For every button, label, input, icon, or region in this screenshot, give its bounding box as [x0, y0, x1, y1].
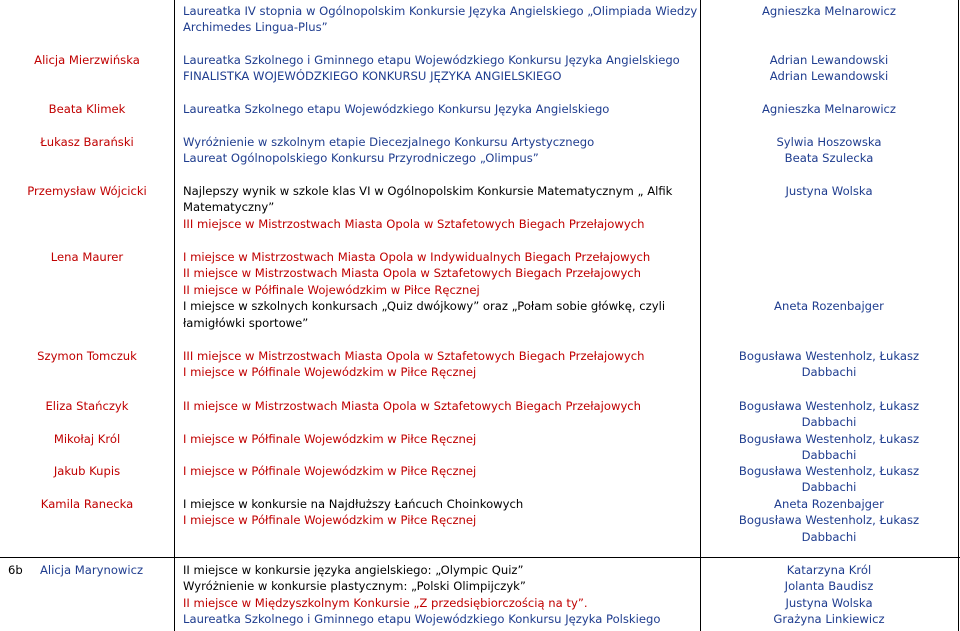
column-divider	[958, 0, 959, 631]
teacher-name: Dabbachi	[801, 448, 857, 463]
achievement-line: FINALISTKA WOJEWÓDZKIEGO KONKURSU JĘZYKA ANGIELSKIEGO	[183, 69, 562, 84]
achievement-line: Wyróżnienie w konkursie plastycznym: „Polski Olimpijczyk”	[183, 579, 526, 594]
student-name: Eliza Stańczyk	[45, 399, 129, 413]
achievement-line: I miejsce w konkursie na Najdłuższy Łańcuch Choinkowych	[183, 497, 524, 511]
achievement-line: Laureat Ogólnopolskiego Konkursu Przyrodniczego „Olimpus”	[183, 151, 539, 166]
teacher-name: Bogusława Westenholz, Łukasz	[738, 349, 920, 363]
class-label: 6b	[8, 563, 23, 577]
achievements-cell	[183, 101, 693, 117]
teacher-name: Bogusława Westenholz, Łukasz	[738, 464, 920, 478]
teacher-name: Jolanta Baudisz	[784, 579, 874, 594]
teachers-cell	[700, 398, 958, 431]
achievement-line: Laureatka Szkolnego i Gminnego etapu Wojewódzkiego Konkursu Języka Polskiego	[183, 612, 661, 627]
student-name: Szymon Tomczuk	[37, 349, 137, 363]
achievement-line: I miejsce w Półfinale Wojewódzkim w Piłce Ręcznej	[183, 365, 477, 380]
teacher-name: Aneta Rozenbajger	[774, 299, 884, 313]
achievement-line: Matematyczny”	[183, 200, 275, 215]
achievement-line: I miejsce w szkolnych konkursach „Quiz dwójkowy” oraz „Połam sobie główkę, czyli	[183, 299, 666, 314]
teacher-name: Justyna Wolska	[785, 184, 873, 198]
achievement-line: Wyróżnienie w szkolnym etapie Diecezjalnego Konkursu Artystycznego	[183, 135, 595, 149]
achievements-cell	[183, 398, 693, 414]
achievement-line: I miejsce w Mistrzostwach Miasta Opola w Indywidualnych Biegach Przełajowych	[183, 250, 651, 264]
teacher-name: Dabbachi	[801, 365, 857, 380]
teachers-cell	[700, 496, 958, 545]
student-name: Beata Klimek	[48, 102, 126, 116]
achievements-cell	[183, 496, 693, 529]
achievement-line: II miejsce w Mistrzostwach Miasta Opola w Sztafetowych Biegach Przełajowych	[183, 399, 642, 413]
teachers-cell	[700, 3, 958, 19]
achievements-cell	[183, 348, 693, 381]
teachers-cell	[700, 134, 958, 167]
teacher-name: Bogusława Westenholz, Łukasz	[738, 399, 920, 413]
teachers-cell	[700, 431, 958, 464]
teacher-name: Bogusława Westenholz, Łukasz	[738, 513, 920, 528]
teacher-name: Agnieszka Melnarowicz	[762, 102, 896, 116]
achievement-line: III miejsce w Mistrzostwach Miasta Opola w Sztafetowych Biegach Przełajowych	[183, 216, 645, 231]
achievement-line: I miejsce w Półfinale Wojewódzkim w Piłce Ręcznej	[183, 432, 477, 446]
teachers-cell	[700, 463, 958, 496]
student-name: Łukasz Barański	[40, 135, 134, 149]
achievement-line: I miejsce w Półfinale Wojewódzkim w Piłce Ręcznej	[183, 513, 477, 528]
student-name: Lena Maurer	[50, 250, 124, 264]
achievement-line: II miejsce w Mistrzostwach Miasta Opola w Sztafetowych Biegach Przełajowych	[183, 266, 642, 281]
achievement-line: Najlepszy wynik w szkole klas VI w Ogólnopolskim Konkursie Matematycznym „ Alfik	[183, 184, 673, 198]
achievement-line: Laureatka IV stopnia w Ogólnopolskim Konkursie Języka Angielskiego „Olimpiada Wiedzy	[183, 4, 698, 18]
teacher-name: Aneta Rozenbajger	[774, 497, 884, 511]
teachers-cell	[700, 183, 958, 199]
achievements-cell	[183, 562, 693, 628]
teacher-name: Sylwia Hoszowska	[776, 135, 882, 149]
teacher-name: Justyna Wolska	[785, 595, 873, 610]
student-name: Przemysław Wójcicki	[27, 184, 147, 198]
achievement-line: Laureatka Szkolnego i Gminnego etapu Wojewódzkiego Konkursu Języka Angielskiego	[183, 53, 680, 67]
teacher-name: Katarzyna Król	[786, 563, 872, 577]
teacher-name: Bogusława Westenholz, Łukasz	[738, 432, 920, 446]
achievements-cell	[183, 463, 693, 479]
teachers-cell	[700, 52, 958, 85]
achievement-line: III miejsce w Mistrzostwach Miasta Opola w Sztafetowych Biegach Przełajowych	[183, 349, 645, 363]
achievement-line: II miejsce w Międzyszkolnym Konkursie „Z przedsiębiorczością na ty”.	[183, 595, 588, 610]
achievement-line: Laureatka Szkolnego etapu Wojewódzkiego Konkursu Języka Angielskiego	[183, 102, 610, 116]
achievement-line: łamigłówki sportowe”	[183, 315, 309, 330]
teachers-cell	[700, 101, 958, 117]
achievement-line: II miejsce w konkursie języka angielskiego: „Olympic Quiz”	[183, 563, 524, 577]
teacher-name: Adrian Lewandowski	[769, 69, 889, 84]
achievement-line: I miejsce w Półfinale Wojewódzkim w Piłce Ręcznej	[183, 464, 477, 478]
student-name: Mikołaj Król	[53, 432, 121, 446]
teacher-name: Dabbachi	[801, 529, 857, 544]
achievements-cell	[183, 249, 693, 331]
student-name: Kamila Ranecka	[40, 497, 134, 511]
teacher-name: Beata Szulecka	[784, 151, 874, 166]
student-name: Alicja Marynowicz	[40, 563, 144, 577]
achievements-cell	[183, 52, 693, 85]
student-name: Alicja Mierzwińska	[34, 53, 140, 67]
achievements-cell	[183, 134, 693, 167]
achievement-line: Archimedes Lingua-Plus”	[183, 20, 328, 35]
achievements-cell	[183, 431, 693, 447]
row-divider	[0, 557, 960, 558]
teacher-name: Grażyna Linkiewicz	[773, 612, 885, 627]
column-divider	[174, 0, 175, 631]
teachers-cell	[700, 298, 958, 314]
teacher-name: Adrian Lewandowski	[769, 53, 889, 67]
achievements-cell	[183, 183, 693, 232]
teacher-name: Agnieszka Melnarowicz	[762, 4, 896, 18]
achievements-cell	[183, 3, 698, 36]
teacher-name: Dabbachi	[801, 480, 857, 495]
teachers-cell	[700, 562, 958, 628]
teachers-cell	[700, 348, 958, 381]
teacher-name: Dabbachi	[801, 415, 857, 430]
student-name: Jakub Kupis	[53, 464, 121, 478]
achievement-line: II miejsce w Półfinale Wojewódzkim w Piłce Ręcznej	[183, 282, 480, 297]
